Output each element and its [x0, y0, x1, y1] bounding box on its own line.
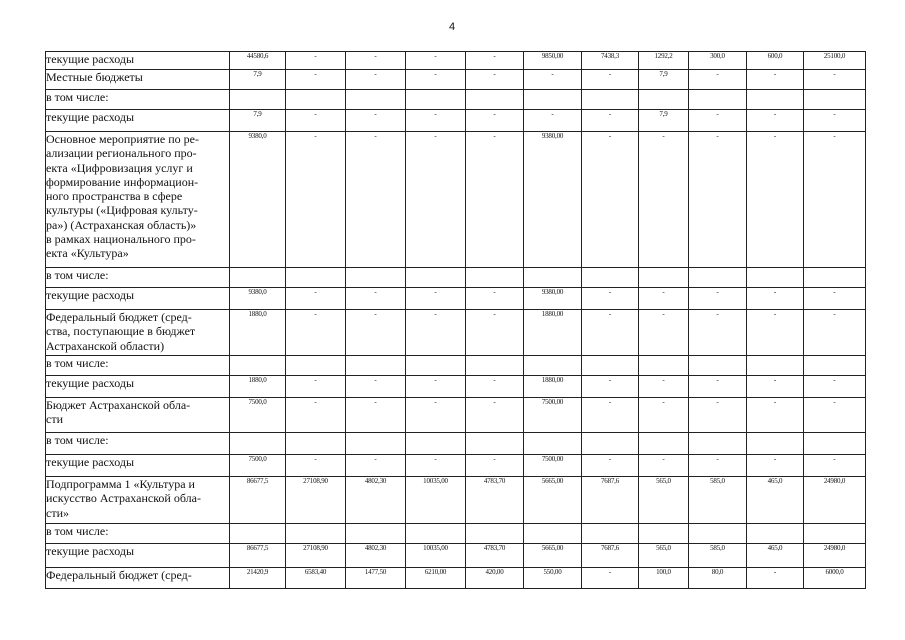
value-cell: - — [689, 455, 747, 477]
empty-cell — [866, 268, 867, 288]
value-cell: 7500,0 — [230, 455, 286, 477]
value-cell: - — [466, 132, 524, 268]
table-row — [46, 132, 867, 268]
empty-cell — [866, 455, 867, 477]
table-row — [46, 90, 867, 110]
value-cell — [406, 268, 466, 288]
value-cell — [689, 356, 747, 376]
row-label: Федеральный бюджет (сред- — [46, 568, 230, 589]
value-cell: - — [582, 110, 639, 132]
value-cell: 7,9 — [639, 70, 689, 90]
value-cell: - — [466, 52, 524, 70]
empty-cell — [866, 52, 867, 70]
value-cell: 5665,00 — [524, 544, 582, 568]
value-cell: - — [346, 288, 406, 310]
table-body — [46, 52, 867, 589]
value-cell: 10035,00 — [406, 477, 466, 524]
table-row — [46, 433, 867, 455]
value-cell: 44580,6 — [230, 52, 286, 70]
value-cell — [689, 433, 747, 455]
value-cell — [804, 268, 866, 288]
value-cell — [804, 90, 866, 110]
value-cell: - — [639, 310, 689, 356]
value-cell: - — [747, 288, 804, 310]
value-cell — [747, 90, 804, 110]
value-cell — [639, 356, 689, 376]
value-cell: - — [466, 70, 524, 90]
value-cell: - — [582, 376, 639, 398]
empty-cell — [866, 110, 867, 132]
value-cell: - — [524, 70, 582, 90]
value-cell: 465,0 — [747, 477, 804, 524]
table-row — [46, 288, 867, 310]
row-label: текущие расходы — [46, 376, 230, 398]
value-cell — [524, 524, 582, 544]
value-cell: - — [804, 70, 866, 90]
empty-cell — [866, 90, 867, 110]
table-row — [46, 455, 867, 477]
row-label: в том числе: — [46, 524, 230, 544]
empty-cell — [866, 524, 867, 544]
value-cell: - — [747, 70, 804, 90]
value-cell: 86677,5 — [230, 477, 286, 524]
value-cell: - — [346, 310, 406, 356]
value-cell: 9380,00 — [524, 132, 582, 268]
value-cell — [286, 268, 346, 288]
row-label: текущие расходы — [46, 52, 230, 70]
value-cell: 86677,5 — [230, 544, 286, 568]
table-row — [46, 477, 867, 524]
value-cell — [639, 268, 689, 288]
value-cell — [230, 524, 286, 544]
row-label: текущие расходы — [46, 288, 230, 310]
value-cell — [466, 90, 524, 110]
value-cell — [230, 433, 286, 455]
value-cell: - — [582, 568, 639, 589]
value-cell: - — [286, 110, 346, 132]
row-label: в том числе: — [46, 90, 230, 110]
value-cell: - — [286, 132, 346, 268]
value-cell — [689, 268, 747, 288]
value-cell: - — [466, 455, 524, 477]
value-cell: - — [804, 455, 866, 477]
value-cell: 7,9 — [639, 110, 689, 132]
row-label: текущие расходы — [46, 455, 230, 477]
row-label: Бюджет Астраханской обла- сти — [46, 398, 230, 433]
value-cell: - — [346, 110, 406, 132]
value-cell: 7687,6 — [582, 544, 639, 568]
value-cell: - — [804, 288, 866, 310]
table-row — [46, 544, 867, 568]
value-cell: - — [689, 376, 747, 398]
value-cell: 7438,3 — [582, 52, 639, 70]
value-cell: 550,00 — [524, 568, 582, 589]
value-cell: - — [346, 70, 406, 90]
table-row — [46, 376, 867, 398]
value-cell: - — [346, 398, 406, 433]
table-row — [46, 524, 867, 544]
table-row — [46, 52, 867, 70]
value-cell: 1292,2 — [639, 52, 689, 70]
value-cell: 565,0 — [639, 544, 689, 568]
value-cell: - — [582, 288, 639, 310]
value-cell: 100,0 — [639, 568, 689, 589]
value-cell — [346, 90, 406, 110]
value-cell: 9850,00 — [524, 52, 582, 70]
row-label: текущие расходы — [46, 544, 230, 568]
value-cell — [747, 524, 804, 544]
value-cell: 80,0 — [689, 568, 747, 589]
row-label: в том числе: — [46, 433, 230, 455]
value-cell — [286, 90, 346, 110]
value-cell: 600,0 — [747, 52, 804, 70]
empty-cell — [866, 544, 867, 568]
value-cell: 585,0 — [689, 477, 747, 524]
value-cell: - — [747, 455, 804, 477]
value-cell: 1880,0 — [230, 376, 286, 398]
value-cell: - — [582, 455, 639, 477]
empty-cell — [866, 568, 867, 589]
value-cell — [689, 90, 747, 110]
value-cell: - — [406, 376, 466, 398]
value-cell: - — [747, 398, 804, 433]
table-row — [46, 568, 867, 589]
value-cell — [286, 433, 346, 455]
row-label: Основное мероприятие по ре- ализации регионального про- екта «Цифровизация услуг и формирование информацион- ного пространства в сфере культуры («Цифровая культу- ра») (Астраханская область)» в рамках национального про- екта «Культура» — [46, 132, 230, 268]
value-cell: - — [747, 568, 804, 589]
value-cell: - — [689, 132, 747, 268]
value-cell: 9380,0 — [230, 132, 286, 268]
value-cell — [346, 268, 406, 288]
value-cell: - — [804, 132, 866, 268]
empty-cell — [866, 433, 867, 455]
value-cell: - — [689, 110, 747, 132]
value-cell — [406, 356, 466, 376]
value-cell: - — [582, 132, 639, 268]
value-cell: - — [747, 132, 804, 268]
value-cell: - — [689, 70, 747, 90]
value-cell: 1880,0 — [230, 310, 286, 356]
value-cell: - — [804, 398, 866, 433]
value-cell: - — [286, 288, 346, 310]
value-cell: - — [406, 132, 466, 268]
value-cell — [230, 90, 286, 110]
value-cell — [747, 268, 804, 288]
value-cell: - — [466, 288, 524, 310]
value-cell: - — [346, 52, 406, 70]
value-cell: 25100,0 — [804, 52, 866, 70]
value-cell — [346, 356, 406, 376]
value-cell: - — [804, 376, 866, 398]
value-cell — [524, 433, 582, 455]
value-cell: - — [804, 110, 866, 132]
value-cell — [524, 268, 582, 288]
table-row — [46, 356, 867, 376]
row-label: в том числе: — [46, 356, 230, 376]
value-cell: - — [466, 376, 524, 398]
value-cell — [639, 433, 689, 455]
value-cell — [804, 356, 866, 376]
value-cell: - — [582, 70, 639, 90]
table-row — [46, 398, 867, 433]
value-cell: 420,00 — [466, 568, 524, 589]
value-cell: - — [747, 310, 804, 356]
value-cell — [582, 356, 639, 376]
empty-cell — [866, 356, 867, 376]
value-cell: 10035,00 — [406, 544, 466, 568]
value-cell — [230, 356, 286, 376]
value-cell — [346, 524, 406, 544]
value-cell: - — [639, 398, 689, 433]
value-cell: 6210,00 — [406, 568, 466, 589]
value-cell: - — [639, 288, 689, 310]
value-cell — [582, 433, 639, 455]
value-cell — [286, 524, 346, 544]
value-cell: - — [286, 398, 346, 433]
value-cell: - — [406, 310, 466, 356]
budget-table — [45, 51, 866, 589]
empty-cell — [866, 310, 867, 356]
empty-cell — [866, 398, 867, 433]
table-row — [46, 110, 867, 132]
value-cell: 7,9 — [230, 70, 286, 90]
empty-cell — [866, 288, 867, 310]
value-cell — [230, 268, 286, 288]
value-cell — [406, 90, 466, 110]
value-cell: - — [466, 310, 524, 356]
value-cell: - — [346, 376, 406, 398]
value-cell — [582, 524, 639, 544]
value-cell: - — [406, 455, 466, 477]
value-cell — [524, 356, 582, 376]
row-label: Подпрограмма 1 «Культура и искусство Астраханской обла- сти» — [46, 477, 230, 524]
value-cell — [639, 90, 689, 110]
value-cell: 24980,0 — [804, 477, 866, 524]
value-cell: 9380,0 — [230, 288, 286, 310]
value-cell: - — [804, 310, 866, 356]
value-cell — [466, 268, 524, 288]
value-cell — [466, 356, 524, 376]
value-cell: - — [747, 110, 804, 132]
value-cell — [804, 433, 866, 455]
row-label: в том числе: — [46, 268, 230, 288]
row-label: текущие расходы — [46, 110, 230, 132]
value-cell: 7500,00 — [524, 398, 582, 433]
value-cell: 9380,00 — [524, 288, 582, 310]
value-cell — [286, 356, 346, 376]
value-cell: - — [286, 455, 346, 477]
value-cell: 7500,0 — [230, 398, 286, 433]
row-label: Местные бюджеты — [46, 70, 230, 90]
value-cell: 5665,00 — [524, 477, 582, 524]
value-cell: - — [582, 398, 639, 433]
value-cell: - — [747, 376, 804, 398]
value-cell: 4783,70 — [466, 544, 524, 568]
value-cell — [689, 524, 747, 544]
empty-cell — [866, 132, 867, 268]
value-cell: - — [406, 398, 466, 433]
table-row — [46, 268, 867, 288]
value-cell: 27108,90 — [286, 477, 346, 524]
value-cell: 27108,90 — [286, 544, 346, 568]
value-cell: 24980,0 — [804, 544, 866, 568]
value-cell: 4802,30 — [346, 477, 406, 524]
value-cell — [747, 433, 804, 455]
value-cell: - — [524, 110, 582, 132]
table-row — [46, 310, 867, 356]
value-cell: - — [689, 398, 747, 433]
value-cell: 1477,50 — [346, 568, 406, 589]
value-cell — [582, 90, 639, 110]
value-cell: 4802,30 — [346, 544, 406, 568]
value-cell — [582, 268, 639, 288]
value-cell — [804, 524, 866, 544]
value-cell: - — [466, 110, 524, 132]
value-cell — [524, 90, 582, 110]
value-cell: - — [639, 376, 689, 398]
empty-cell — [866, 376, 867, 398]
empty-cell — [866, 70, 867, 90]
value-cell: 565,0 — [639, 477, 689, 524]
value-cell — [346, 433, 406, 455]
value-cell — [639, 524, 689, 544]
value-cell: - — [406, 110, 466, 132]
value-cell: 1880,00 — [524, 310, 582, 356]
value-cell: 7,9 — [230, 110, 286, 132]
value-cell: 300,0 — [689, 52, 747, 70]
value-cell: 6583,40 — [286, 568, 346, 589]
value-cell: - — [639, 132, 689, 268]
value-cell: - — [286, 70, 346, 90]
value-cell — [406, 524, 466, 544]
value-cell: - — [286, 52, 346, 70]
value-cell: 7500,00 — [524, 455, 582, 477]
row-label: Федеральный бюджет (сред- ства, поступающие в бюджет Астраханской области) — [46, 310, 230, 356]
value-cell: - — [286, 310, 346, 356]
empty-cell — [866, 477, 867, 524]
value-cell: - — [689, 288, 747, 310]
value-cell: - — [406, 52, 466, 70]
value-cell — [466, 524, 524, 544]
value-cell: 4783,70 — [466, 477, 524, 524]
value-cell: - — [346, 455, 406, 477]
value-cell — [466, 433, 524, 455]
value-cell — [747, 356, 804, 376]
value-cell — [406, 433, 466, 455]
table-row — [46, 70, 867, 90]
value-cell: 21420,9 — [230, 568, 286, 589]
value-cell: - — [406, 70, 466, 90]
value-cell: - — [346, 132, 406, 268]
value-cell: - — [689, 310, 747, 356]
value-cell: - — [286, 376, 346, 398]
value-cell: - — [639, 455, 689, 477]
page-number: 4 — [449, 21, 456, 33]
value-cell: 6000,0 — [804, 568, 866, 589]
value-cell: 7687,6 — [582, 477, 639, 524]
value-cell: 465,0 — [747, 544, 804, 568]
value-cell: - — [406, 288, 466, 310]
value-cell: 1880,00 — [524, 376, 582, 398]
value-cell: 585,0 — [689, 544, 747, 568]
value-cell: - — [466, 398, 524, 433]
value-cell: - — [582, 310, 639, 356]
